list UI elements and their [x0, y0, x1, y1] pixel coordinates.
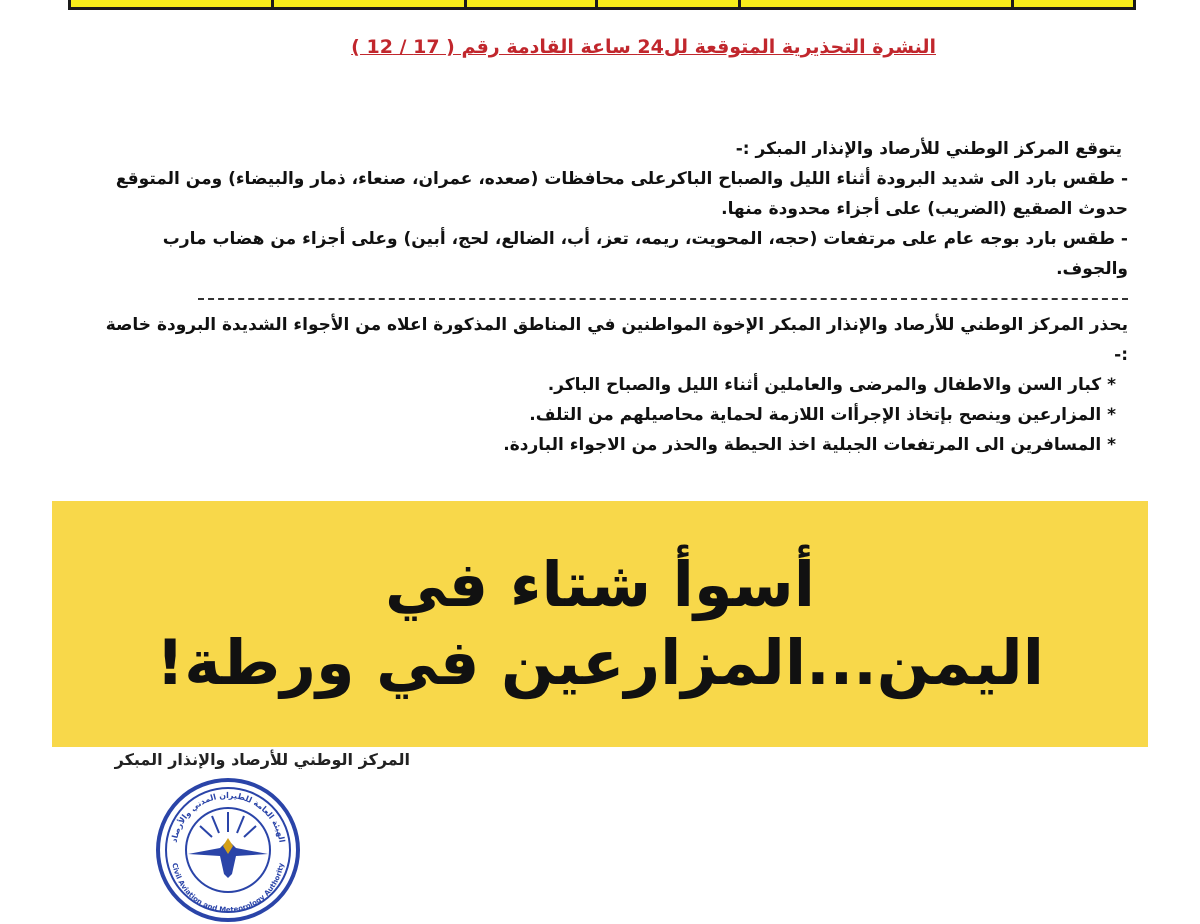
bulletin-body: [76, 134, 1128, 460]
warning-intro: يحذر المركز الوطني للأرصاد والإنذار المبكر الإخوة المواطنين في المناطق المذكورة اعلاه من الأجواء الشديدة البرودة خاصة: [105, 315, 1128, 335]
forecast-line-3: - طقس بارد بوجه عام على مرتفعات (حجه، المحويت، ريمه، تعز، أب، الضالع، لحج، أبين) وعلى أجزاء من هضاب مارب: [162, 229, 1128, 249]
seal-bottom-text: Civil Aviation and Meteorology Authority: [170, 862, 286, 915]
forecast-line-1: - طقس بارد الى شديد البرودة أثناء الليل والصباح الباكرعلى محافظات (صعده، عمران، صنعاء، ذمار والبيضاء) ومن المتوقع: [115, 169, 1128, 189]
headline-line-2: اليمن...المزارعين في ورطة!: [156, 626, 1044, 699]
authority-seal-icon: [154, 776, 302, 924]
warning-bullet-2: * المزارعين وينصح بإتخاذ الإجرأات اللازمة لحماية محاصيلهم من التلف.: [529, 405, 1116, 425]
table-cell: [738, 0, 1011, 7]
warning-bullet-3: * المسافرين الى المرتفعات الجبلية اخذ الحيطة والحذر من الاجواء الباردة.: [503, 435, 1116, 455]
table-cell: [595, 0, 738, 7]
forecast-line-2: حدوث الصقيع (الضريب) على أجزاء محدودة منها.: [721, 199, 1128, 219]
table-cell: [1011, 0, 1133, 7]
warning-intro-end: :-: [1114, 345, 1128, 365]
forecast-line-4: والجوف.: [1056, 259, 1128, 279]
header-table-strip: [68, 0, 1136, 10]
signature-line: المركز الوطني للأرصاد والإنذار المبكر: [114, 750, 410, 769]
forecast-intro: يتوقع المركز الوطني للأرصاد والإنذار المبكر :-: [735, 139, 1122, 159]
table-cell: [464, 0, 595, 7]
table-cell: [71, 0, 271, 7]
bulletin-title: النشرة التحذيرية المتوقعة لل24 ساعة القادمة رقم ( 17 / 12 ): [351, 36, 936, 58]
dashed-divider: [198, 298, 1128, 300]
table-cell: [271, 0, 464, 7]
headline-banner: [52, 501, 1148, 747]
headline-line-1: أسوأ شتاء في: [384, 548, 816, 621]
warning-bullet-1: * كبار السن والاطفال والمرضى والعاملين أثناء الليل والصباح الباكر.: [547, 375, 1116, 395]
seal-top-text: الهيئة العامة للطيران المدني والأرصاد: [169, 790, 287, 844]
